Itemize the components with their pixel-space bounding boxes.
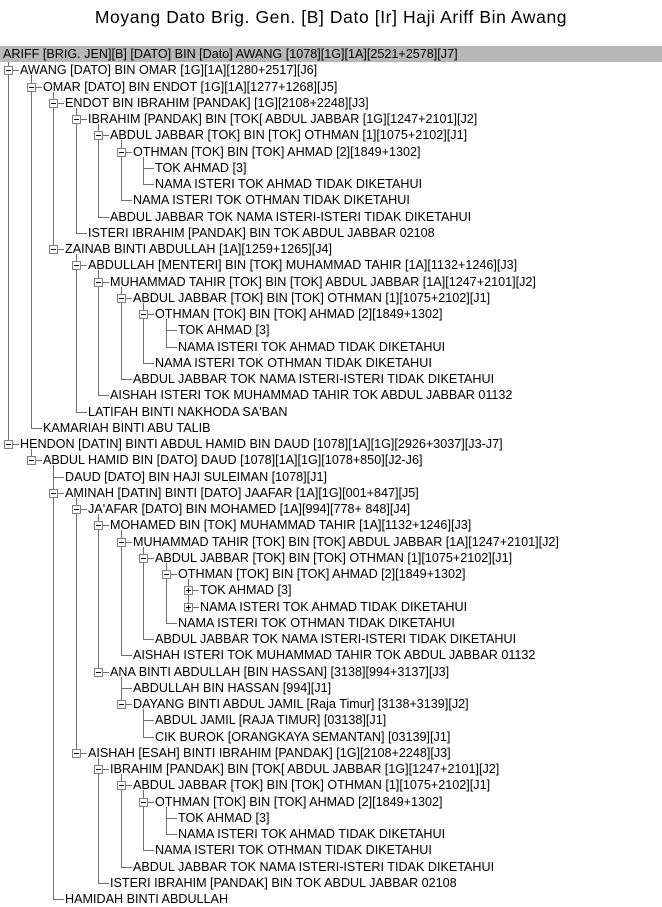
tree-branch-line xyxy=(121,688,132,689)
tree-node-label: NAMA ISTERI TOK AHMAD TIDAK DIKETAHUI xyxy=(155,177,423,191)
tree-branch-line xyxy=(166,834,177,835)
tree-row[interactable] xyxy=(0,290,662,306)
tree-branch-line xyxy=(121,867,132,868)
collapse-minus-icon[interactable] xyxy=(49,99,58,108)
tree-row[interactable] xyxy=(0,729,662,745)
tree-node-label: OTHMAN [TOK] BIN [TOK] AHMAD [2][1849+1302] xyxy=(133,145,421,159)
tree-branch-line xyxy=(31,428,42,429)
tree-row[interactable] xyxy=(0,160,662,176)
tree-branch-line xyxy=(53,899,64,900)
tree-row[interactable] xyxy=(0,62,662,78)
tree-row[interactable] xyxy=(0,794,662,810)
tree-row[interactable] xyxy=(0,680,662,696)
tree-row[interactable] xyxy=(0,322,662,338)
tree-node-label: ARIFF [BRIG. JEN][B] [DATO] BIN [Dato] AWANG [1078][1G][1A][2521+2578][J7] xyxy=(3,47,458,61)
tree-row[interactable] xyxy=(0,745,662,761)
tree-row[interactable] xyxy=(0,225,662,241)
collapse-minus-icon[interactable] xyxy=(72,115,81,124)
tree-branch-line xyxy=(166,330,177,331)
tree-branch-line xyxy=(166,623,177,624)
collapse-minus-icon[interactable] xyxy=(49,245,58,254)
tree-branch-line xyxy=(76,233,87,234)
tree-node-label: ANA BINTI ABDULLAH [BIN HASSAN] [3138][994+3137][J3] xyxy=(110,665,450,679)
tree-node-label: ABDUL JABBAR TOK NAMA ISTERI-ISTERI TIDAK DIKETAHUI xyxy=(133,860,495,874)
tree-row[interactable] xyxy=(0,566,662,582)
tree-node-label: AISHAH ISTERI TOK MUHAMMAD TAHIR TOK ABDUL JABBAR 01132 xyxy=(110,388,513,402)
tree-node-label: ABDUL JABBAR TOK NAMA ISTERI-ISTERI TIDAK DIKETAHUI xyxy=(110,210,472,224)
tree-row[interactable] xyxy=(0,517,662,533)
tree-node-label: AWANG [DATO] BIN OMAR [1G][1A][1280+2517][J6] xyxy=(20,63,318,77)
tree-row[interactable] xyxy=(0,842,662,858)
tree-row[interactable] xyxy=(0,355,662,371)
collapse-minus-icon[interactable] xyxy=(117,781,126,790)
collapse-minus-icon[interactable] xyxy=(94,521,103,530)
tree-row[interactable] xyxy=(0,664,662,680)
tree-node-label: OMAR [DATO] BIN ENDOT [1G][1A][1277+1268][J5] xyxy=(43,80,338,94)
collapse-minus-icon[interactable] xyxy=(139,310,148,319)
tree-node-label: AMINAH [DATIN] BINTI [DATO] JAAFAR [1A][1G][001+847][J5] xyxy=(65,486,419,500)
tree-row[interactable] xyxy=(0,79,662,95)
tree-branch-line xyxy=(98,395,109,396)
tree-branch-line xyxy=(143,737,154,738)
collapse-minus-icon[interactable] xyxy=(27,83,36,92)
tree-row[interactable] xyxy=(0,404,662,420)
tree-node-label: TOK AHMAD [3] xyxy=(178,323,270,337)
tree-row[interactable] xyxy=(0,420,662,436)
tree-node-label: ISTERI IBRAHIM [PANDAK] BIN TOK ABDUL JABBAR 02108 xyxy=(88,226,435,240)
tree-branch-line xyxy=(166,818,177,819)
tree-row[interactable] xyxy=(0,582,662,598)
tree-branch-line xyxy=(143,184,154,185)
tree-node-label: ABDULLAH BIN HASSAN [994][J1] xyxy=(133,681,332,695)
collapse-minus-icon[interactable] xyxy=(117,294,126,303)
tree-branch-line xyxy=(143,850,154,851)
tree-node-label: NAMA ISTERI TOK OTHMAN TIDAK DIKETAHUI xyxy=(178,616,455,630)
tree-row[interactable] xyxy=(0,810,662,826)
tree-node-label: MUHAMMAD TAHIR [TOK] BIN [TOK] ABDUL JABBAR [1A][1247+2101][J2] xyxy=(133,535,559,549)
tree-branch-line xyxy=(121,200,132,201)
tree-branch-line xyxy=(143,720,154,721)
tree-node-label: KAMARIAH BINTI ABU TALIB xyxy=(43,421,211,435)
tree-row[interactable] xyxy=(0,696,662,712)
tree-node-label: IBRAHIM [PANDAK] BIN [TOK[ ABDUL JABBAR [1G][1247+2101][J2] xyxy=(88,112,478,126)
collapse-minus-icon[interactable] xyxy=(4,440,13,449)
tree-node-label: ENDOT BIN IBRAHIM [PANDAK] [1G][2108+2248][J3] xyxy=(65,96,369,110)
tree-row[interactable] xyxy=(0,371,662,387)
tree-node-label: ABDUL JABBAR [TOK] BIN [TOK] OTHMAN [1][1075+2102][J1] xyxy=(133,778,491,792)
tree-branch-line xyxy=(143,363,154,364)
tree-row[interactable] xyxy=(0,826,662,842)
tree-row[interactable] xyxy=(0,534,662,550)
tree-row[interactable] xyxy=(0,274,662,290)
tree-row[interactable] xyxy=(0,777,662,793)
collapse-minus-icon[interactable] xyxy=(94,131,103,140)
tree-branch-line xyxy=(143,639,154,640)
tree-node-label: TOK AHMAD [3] xyxy=(200,583,292,597)
tree-branch-line xyxy=(98,217,109,218)
expand-plus-icon[interactable] xyxy=(184,586,193,595)
tree-row[interactable] xyxy=(0,761,662,777)
collapse-minus-icon[interactable] xyxy=(27,456,36,465)
tree-node-label: LATIFAH BINTI NAKHODA SA'BAN xyxy=(88,405,288,419)
tree-row[interactable] xyxy=(0,339,662,355)
tree-branch-line xyxy=(98,883,109,884)
tree-branch-line xyxy=(121,655,132,656)
tree-node-label: HAMIDAH BINTI ABDULLAH xyxy=(65,892,229,906)
tree-row[interactable] xyxy=(0,469,662,485)
tree-row[interactable] xyxy=(0,144,662,160)
tree-node-label: ZAINAB BINTI ABDULLAH [1A][1259+1265][J4] xyxy=(65,242,333,256)
collapse-minus-icon[interactable] xyxy=(117,148,126,157)
tree-node-label: DAYANG BINTI ABDUL JAMIL [Raja Timur] [3138+3139][J2] xyxy=(133,697,469,711)
tree-branch-line xyxy=(76,412,87,413)
tree-row[interactable] xyxy=(0,176,662,192)
tree-node-label: ISTERI IBRAHIM [PANDAK] BIN TOK ABDUL JABBAR 02108 xyxy=(110,876,457,890)
collapse-minus-icon[interactable] xyxy=(49,489,58,498)
tree-node-label: OTHMAN [TOK] BIN [TOK] AHMAD [2][1849+1302] xyxy=(178,567,466,581)
tree-row[interactable] xyxy=(0,452,662,468)
tree-branch-line xyxy=(53,477,64,478)
collapse-minus-icon[interactable] xyxy=(72,749,81,758)
tree-node-label: DAUD [DATO] BIN HAJI SULEIMAN [1078][J1] xyxy=(65,470,327,484)
tree-node-label: ABDUL JABBAR [TOK] BIN [TOK] OTHMAN [1][1075+2102][J1] xyxy=(133,291,491,305)
collapse-minus-icon[interactable] xyxy=(117,700,126,709)
tree-node-label: HENDON [DATIN] BINTI ABDUL HAMID BIN DAUD [1078][1A][1G][2926+3037][J3-J7] xyxy=(20,437,503,451)
tree-node-label: NAMA ISTERI TOK AHMAD TIDAK DIKETAHUI xyxy=(200,600,468,614)
tree-row[interactable] xyxy=(0,46,662,62)
tree-node-label: OTHMAN [TOK] BIN [TOK] AHMAD [2][1849+1302] xyxy=(155,307,443,321)
tree-node-label: ABDUL JABBAR [TOK] BIN [TOK] OTHMAN [1][1075+2102][J1] xyxy=(110,128,468,142)
tree-row[interactable] xyxy=(0,485,662,501)
tree-node-label: TOK AHMAD [3] xyxy=(155,161,247,175)
tree-row[interactable] xyxy=(0,111,662,127)
tree-row[interactable] xyxy=(0,859,662,875)
page-title: Moyang Dato Brig. Gen. [B] Dato [Ir] Haji Ariff Bin Awang xyxy=(94,7,568,27)
tree-branch-line xyxy=(166,347,177,348)
tree-row[interactable] xyxy=(0,387,662,403)
tree-node-label: AISHAH [ESAH] BINTI IBRAHIM [PANDAK] [1G][2108+2248][J3] xyxy=(88,746,451,760)
collapse-minus-icon[interactable] xyxy=(94,668,103,677)
tree-row[interactable] xyxy=(0,192,662,208)
family-tree-view[interactable] xyxy=(0,46,662,906)
tree-row[interactable] xyxy=(0,306,662,322)
tree-row[interactable] xyxy=(0,501,662,517)
tree-row[interactable] xyxy=(0,241,662,257)
tree-node-label: OTHMAN [TOK] BIN [TOK] AHMAD [2][1849+1302] xyxy=(155,795,443,809)
tree-row[interactable] xyxy=(0,95,662,111)
collapse-minus-icon[interactable] xyxy=(117,538,126,547)
tree-row[interactable] xyxy=(0,875,662,891)
tree-row[interactable] xyxy=(0,631,662,647)
tree-node-label: CIK BUROK [ORANGKAYA SEMANTAN] [03139][J1] xyxy=(155,730,451,744)
tree-row[interactable] xyxy=(0,257,662,273)
collapse-minus-icon[interactable] xyxy=(94,765,103,774)
tree-row[interactable] xyxy=(0,436,662,452)
tree-node-label: AISHAH ISTERI TOK MUHAMMAD TAHIR TOK ABDUL JABBAR 01132 xyxy=(133,648,536,662)
collapse-minus-icon[interactable] xyxy=(162,570,171,579)
collapse-minus-icon[interactable] xyxy=(72,505,81,514)
tree-node-label: ABDUL JABBAR TOK NAMA ISTERI-ISTERI TIDAK DIKETAHUI xyxy=(133,372,495,386)
tree-node-label: JA'AFAR [DATO] BIN MOHAMED [1A][994][778+ 848][J4] xyxy=(88,502,411,516)
tree-row[interactable] xyxy=(0,712,662,728)
tree-node-label: TOK AHMAD [3] xyxy=(178,811,270,825)
tree-node-label: NAMA ISTERI TOK OTHMAN TIDAK DIKETAHUI xyxy=(133,193,410,207)
tree-node-label: ABDUL JABBAR [TOK] BIN [TOK] OTHMAN [1][1075+2102][J1] xyxy=(155,551,513,565)
tree-node-label: ABDUL JAMIL [RAJA TIMUR] [03138][J1] xyxy=(155,713,387,727)
tree-node-label: ABDUL HAMID BIN [DATO] DAUD [1078][1A][1G][1078+850][J2-J6] xyxy=(43,453,423,467)
tree-row[interactable] xyxy=(0,127,662,143)
collapse-minus-icon[interactable] xyxy=(94,278,103,287)
tree-node-label: NAMA ISTERI TOK OTHMAN TIDAK DIKETAHUI xyxy=(155,356,432,370)
tree-row[interactable] xyxy=(0,647,662,663)
tree-branch-line xyxy=(121,379,132,380)
collapse-minus-icon[interactable] xyxy=(139,554,148,563)
tree-node-label: ABDUL JABBAR TOK NAMA ISTERI-ISTERI TIDAK DIKETAHUI xyxy=(155,632,517,646)
collapse-minus-icon[interactable] xyxy=(139,798,148,807)
tree-node-label: ABDULLAH [MENTERI] BIN [TOK] MUHAMMAD TAHIR [1A][1132+1246][J3] xyxy=(88,258,518,272)
tree-node-label: NAMA ISTERI TOK OTHMAN TIDAK DIKETAHUI xyxy=(155,843,432,857)
tree-row[interactable] xyxy=(0,615,662,631)
tree-row[interactable] xyxy=(0,209,662,225)
tree-node-label: NAMA ISTERI TOK AHMAD TIDAK DIKETAHUI xyxy=(178,827,446,841)
expand-plus-icon[interactable] xyxy=(184,603,193,612)
tree-row[interactable] xyxy=(0,550,662,566)
tree-row[interactable] xyxy=(0,599,662,615)
collapse-minus-icon[interactable] xyxy=(72,261,81,270)
tree-branch-line xyxy=(143,168,154,169)
tree-node-label: IBRAHIM [PANDAK] BIN [TOK[ ABDUL JABBAR [1G][1247+2101][J2] xyxy=(110,762,500,776)
tree-node-label: MOHAMED BIN [TOK] MUHAMMAD TAHIR [1A][1132+1246][J3] xyxy=(110,518,472,532)
tree-node-label: NAMA ISTERI TOK AHMAD TIDAK DIKETAHUI xyxy=(178,340,446,354)
collapse-minus-icon[interactable] xyxy=(4,66,13,75)
tree-node-label: MUHAMMAD TAHIR [TOK] BIN [TOK] ABDUL JABBAR [1A][1247+2101][J2] xyxy=(110,275,536,289)
